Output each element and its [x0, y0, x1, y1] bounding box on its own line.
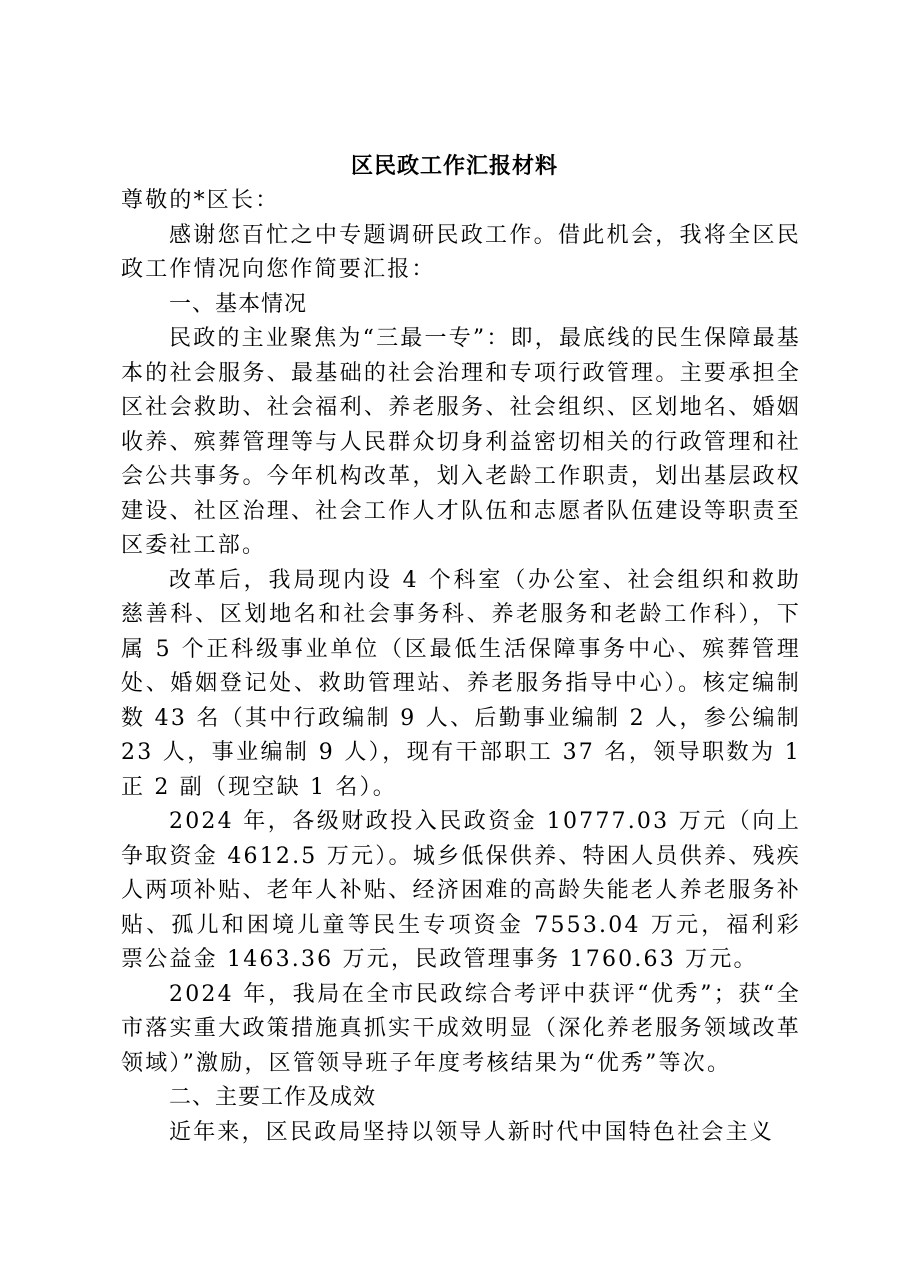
section-heading-basic: 一、基本情况: [169, 291, 308, 317]
paragraph-work-intro: 近年来，区民政局坚持以领导人新时代中国特色社会主义: [169, 1119, 775, 1145]
document-body: [121, 184, 801, 1150]
salutation: 尊敬的*区长：: [121, 188, 280, 213]
paragraph-awards: 2024 年，我局在全市民政综合考评中获评“优秀”；获“全市落实重大政策措施真抓实干成效明显（深化养老服务领域改革领域）”激励，区管领导班子年度考核结果为“优秀”等次。: [121, 981, 801, 1076]
paragraph-funding: 2024 年，各级财政投入民政资金 10777.03 万元（向上争取资金 4612.5 万元）。城乡低保供养、特困人员供养、残疾人两项补贴、老年人补贴、经济困难的高龄失能老人养老服务补贴、孤儿和困境儿童等民生专项资金 7553.04 万元，福利彩票公益金 1463.36 万元，民政管理事务 1760.63 万元。: [121, 809, 801, 972]
paragraph-structure: 改革后，我局现内设 4 个科室（办公室、社会组织和救助慈善科、区划地名和社会事务科、养老服务和老龄工作科），下属 5 个正科级事业单位（区最低生活保障事务中心、殡葬管理处、婚姻登记处、救助管理站、养老服务指导中心）。核定编制数 43 名（其中行政编制 9 人、后勤事业编制 2 人，参公编制 23 人，事业编制 9 人），现有干部职工 37 名，领导职数为 1 正 2 副（现空缺 1 名）。: [121, 567, 801, 800]
section-heading-work: 二、主要工作及成效: [169, 1085, 377, 1110]
intro-paragraph: 感谢您百忙之中专题调研民政工作。借此机会，我将全区民政工作情况向您作简要汇报：: [121, 222, 801, 282]
paragraph-duties: 民政的主业聚焦为“三最一专”：即，最底线的民生保障最基本的社会服务、最基础的社会治理和专项行政管理。主要承担全区社会救助、社会福利、养老服务、社会组织、区划地名、婚姻收养、殡葬管理等与人民群众切身利益密切相关的行政管理和社会公共事务。今年机构改革，划入老龄工作职责，划出基层政权建设、社区治理、社会工作人才队伍和志愿者队伍建设等职责至区委社工部。: [121, 326, 801, 558]
document-title: 区民政工作汇报材料: [350, 153, 558, 179]
